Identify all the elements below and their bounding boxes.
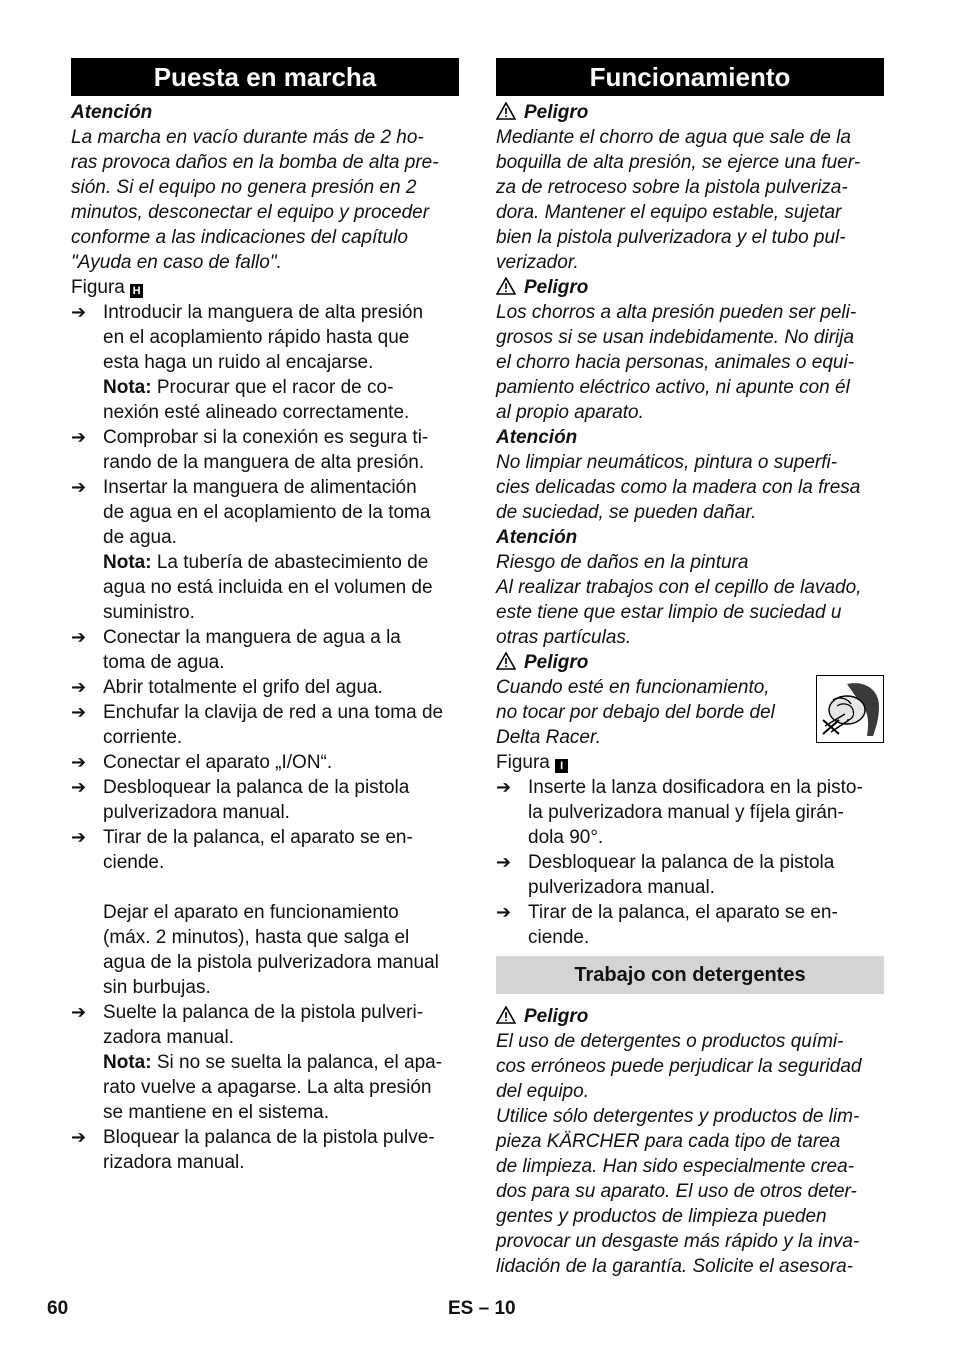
arrow-right-icon: ➔ bbox=[71, 677, 87, 697]
section-title-funcionamiento: Funcionamiento bbox=[496, 58, 884, 96]
page-number: 60 bbox=[47, 1298, 69, 1319]
list-item: ➔ Tirar de la palanca, el aparato se en- ciende. bbox=[496, 902, 838, 948]
plain-paragraph: Dejar el aparato en funcionamiento (máx. 2 minutos), hasta que salga el agua de la pistola pulverizadora manual sin burbujas. bbox=[103, 902, 439, 998]
attention-text: Riesgo de daños en la pintura Al realizar trabajos con el cepillo de lavado, este tiene que estar limpio de suciedad u otras partículas. bbox=[496, 552, 862, 648]
figure-label: Figura bbox=[496, 752, 550, 773]
figure-letter-box: I bbox=[555, 759, 568, 773]
attention-label: Atención bbox=[71, 102, 153, 123]
danger-with-image bbox=[496, 675, 884, 750]
list-item: ➔ Comprobar si la conexión es segura ti- rando de la manguera de alta presión. bbox=[71, 427, 429, 473]
arrow-right-icon: ➔ bbox=[71, 702, 87, 722]
list-item: ➔ Enchufar la clavija de red a una toma de corriente. bbox=[71, 702, 444, 748]
warning-triangle-icon bbox=[496, 102, 516, 120]
figure-letter-box: H bbox=[130, 284, 143, 298]
danger-heading: Peligro bbox=[496, 650, 884, 675]
note: Nota: La tubería de abastecimiento de agua no está incluida en el volumen de suministro. bbox=[103, 552, 433, 623]
danger-text: Cuando esté en funcionamiento, no tocar por debajo del borde del Delta Racer. bbox=[496, 677, 775, 748]
arrow-right-icon: ➔ bbox=[71, 302, 87, 322]
list-item: ➔ Tirar de la palanca, el aparato se en- ciende. bbox=[71, 827, 413, 873]
note: Nota: Si no se suelta la palanca, el apa- rato vuelve a apagarse. La alta presión se mantiene en el sistema. bbox=[103, 1052, 443, 1123]
danger-text: Los chorros a alta presión pueden ser peli- grosos si se usan indebidamente. No dirija el chorro hacia personas, animales o equi- pamiento eléctrico activo, ni apunte con él al propio aparato. bbox=[496, 302, 857, 423]
arrow-right-icon: ➔ bbox=[71, 777, 87, 797]
hand-brush-warning-icon bbox=[816, 675, 884, 743]
warning-triangle-icon bbox=[496, 1006, 516, 1024]
list-item: ➔ Suelte la palanca de la pistola pulveri- zadora manual. bbox=[71, 1002, 424, 1048]
danger-text: Mediante el chorro de agua que sale de la boquilla de alta presión, se ejerce una fuer- za de retroceso sobre la pistola pulveriza- dora. Mantener el equipo estable, sujetar bien la pistola pulverizadora y el tubo pul- verizador. bbox=[496, 127, 861, 273]
arrow-right-icon: ➔ bbox=[71, 627, 87, 647]
list-item: ➔ Conectar el aparato „I/ON“. bbox=[71, 752, 333, 773]
warning-triangle-icon bbox=[496, 652, 516, 670]
attention-label: Atención bbox=[496, 427, 578, 448]
list-item: ➔ Insertar la manguera de alimentación de agua en el acoplamiento de la toma de agua. bbox=[71, 477, 431, 548]
subheading-trabajo-con-detergentes: Trabajo con detergentes bbox=[496, 956, 884, 994]
danger-heading: Peligro bbox=[496, 275, 884, 300]
list-item: ➔ Bloquear la palanca de la pistola pulve- rizadora manual. bbox=[71, 1127, 435, 1173]
arrow-right-icon: ➔ bbox=[71, 1002, 87, 1022]
attention-label: Atención bbox=[496, 527, 578, 548]
figure-ref bbox=[496, 750, 884, 775]
list-item: ➔ Desbloquear la palanca de la pistola pulverizadora manual. bbox=[496, 852, 835, 898]
arrow-right-icon: ➔ bbox=[71, 827, 87, 847]
arrow-right-icon: ➔ bbox=[71, 752, 87, 772]
attention-text: No limpiar neumáticos, pintura o superfi- cies delicadas como la madera con la fresa de suciedad, se pueden dañar. bbox=[496, 452, 861, 523]
figure-label: Figura bbox=[71, 277, 125, 298]
danger-text: El uso de detergentes o productos quími- cos erróneos puede perjudicar la seguridad del equipo. Utilice sólo detergentes y productos de lim- pieza KÄRCHER para cada tipo de tarea de limpieza. Han sido especialmente crea- dos para su aparato. El uso de otros deter- gentes y productos de limpieza pueden provocar un desgaste más rápido y la inva- lidación de la garantía. Solicite el asesora- bbox=[496, 1031, 862, 1277]
attention-text: La marcha en vacío durante más de 2 ho- ras provoca daños en la bomba de alta pre- sión. Si el equipo no genera presión en 2 minutos, desconectar el equipo y proceder conforme a las indicaciones del capítulo "Ayuda en caso de fallo". bbox=[71, 127, 439, 273]
arrow-right-icon: ➔ bbox=[71, 427, 87, 447]
section-title-puesta-en-marcha: Puesta en marcha bbox=[71, 58, 459, 96]
arrow-right-icon: ➔ bbox=[496, 777, 512, 797]
left-column bbox=[71, 58, 459, 1175]
right-column bbox=[496, 58, 884, 1279]
list-item: ➔ Introducir la manguera de alta presión en el acoplamiento rápido hasta que esta haga un ruido al encajarse. bbox=[71, 302, 424, 373]
arrow-right-icon: ➔ bbox=[496, 902, 512, 922]
arrow-right-icon: ➔ bbox=[71, 1127, 87, 1147]
arrow-right-icon: ➔ bbox=[496, 852, 512, 872]
note: Nota: Procurar que el racor de co- nexión esté alineado correctamente. bbox=[103, 377, 410, 423]
list-item: ➔ Desbloquear la palanca de la pistola pulverizadora manual. bbox=[71, 777, 410, 823]
danger-heading: Peligro bbox=[496, 100, 884, 125]
list-item: ➔ Inserte la lanza dosificadora en la pisto- la pulverizadora manual y fíjela girán- dola 90°. bbox=[496, 777, 863, 848]
language-page-label: ES – 10 bbox=[448, 1298, 516, 1319]
warning-triangle-icon bbox=[496, 277, 516, 295]
list-item: ➔ Abrir totalmente el grifo del agua. bbox=[71, 677, 383, 698]
figure-ref bbox=[71, 275, 459, 300]
danger-heading: Peligro bbox=[496, 1004, 884, 1029]
list-item: ➔ Conectar la manguera de agua a la toma de agua. bbox=[71, 627, 401, 673]
arrow-right-icon: ➔ bbox=[71, 477, 87, 497]
